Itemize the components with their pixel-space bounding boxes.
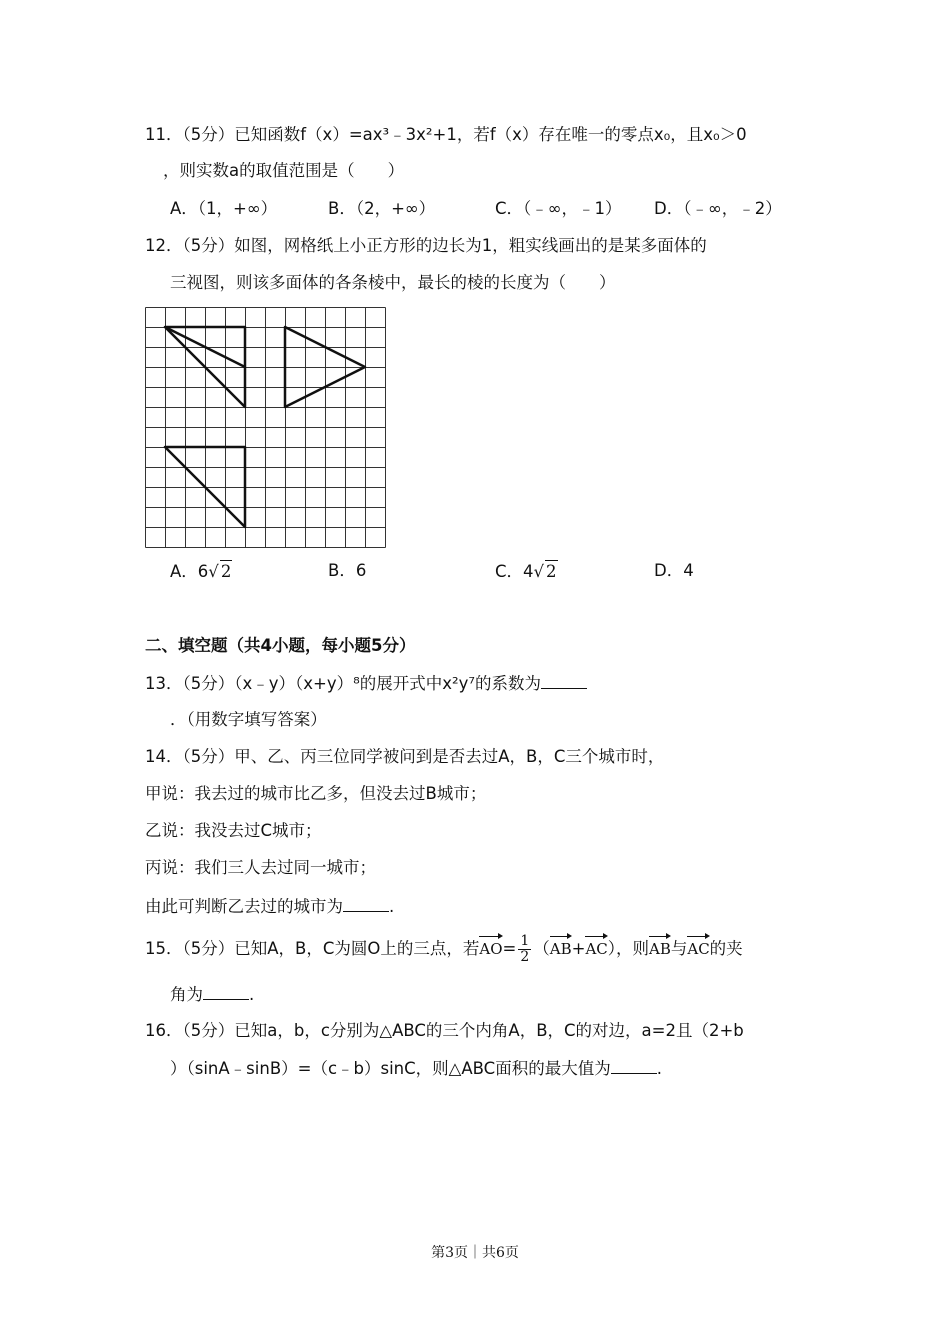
page-footer: 第3页｜共6页 xyxy=(431,1245,519,1261)
q13-line2: ．（用数字填写答案） xyxy=(170,710,327,729)
q12-option-b: B．6 xyxy=(328,561,367,580)
answer-blank xyxy=(343,895,389,912)
q14-line2: 甲说：我去过的城市比乙多，但没去过B城市； xyxy=(145,784,487,803)
q15-line1: 15．（5分）已知A，B，C为圆O上的三点，若AO= $\frac{1}{2}$ （AB+AC），则AB与AC的夹 xyxy=(145,933,743,965)
q11-option-a: A．（1，+∞） xyxy=(170,199,278,218)
vector-ac: AC xyxy=(687,940,710,958)
answer-blank xyxy=(611,1057,657,1074)
sqrt-symbol: √ 2 xyxy=(533,562,557,581)
q12-line2: 三视图，则该多面体的各条棱中，最长的棱的长度为（ ） xyxy=(170,273,616,292)
vector-ao: AO xyxy=(479,940,503,958)
three-view-grid-figure xyxy=(145,307,389,549)
q12-line1: 12．（5分）如图，网格纸上小正方形的边长为1，粗实线画出的是某多面体的 xyxy=(145,236,707,255)
fraction-one-half: $\frac{1}{2}$ xyxy=(520,933,530,965)
vector-ab: AB xyxy=(549,940,572,958)
q11-line2: ，则实数a的取值范围是（ ） xyxy=(163,161,405,180)
q16-line1: 16．（5分）已知a，b，c分别为△ABC的三个内角A，B，C的对边，a=2且（2+b xyxy=(145,1021,744,1040)
q11-option-b: B．（2，+∞） xyxy=(328,199,436,218)
answer-blank xyxy=(541,672,587,689)
q12-option-d: D．4 xyxy=(654,561,694,580)
q14-line1: 14．（5分）甲、乙、丙三位同学被问到是否去过A，B，C三个城市时， xyxy=(145,747,665,766)
q14-line3: 乙说：我没去过C城市； xyxy=(145,821,322,840)
vector-ab: AB xyxy=(649,940,671,958)
sqrt-symbol: √ 2 xyxy=(208,562,232,581)
q13-line1: 13．（5分）（x﹣y）（x+y）⁸的展开式中x²y⁷的系数为 xyxy=(145,672,587,695)
q12-option-a: A．6√ 2 xyxy=(170,562,232,581)
q11-line1: 11．（5分）已知函数f（x）=ax³﹣3x²+1，若f（x）存在唯一的零点x₀，且x₀＞0 xyxy=(145,125,747,144)
q11-option-d: D．（﹣∞，﹣2） xyxy=(654,199,782,218)
q14-line4: 丙说：我们三人去过同一城市； xyxy=(145,858,376,877)
q11-option-c: C．（﹣∞，﹣1） xyxy=(495,199,622,218)
q14-line5: 由此可判断乙去过的城市为 . xyxy=(145,897,395,916)
q16-line2: ）（sinA﹣sinB）=（c﹣b）sinC，则△ABC面积的最大值为 . xyxy=(170,1059,662,1078)
section-title: 二、填空题（共4小题，每小题5分） xyxy=(145,636,416,655)
vector-ac: AC xyxy=(585,940,608,958)
answer-blank xyxy=(203,983,249,1000)
q15-line2: 角为 . xyxy=(170,985,255,1004)
q12-option-c: C．4√ 2 xyxy=(495,562,557,581)
